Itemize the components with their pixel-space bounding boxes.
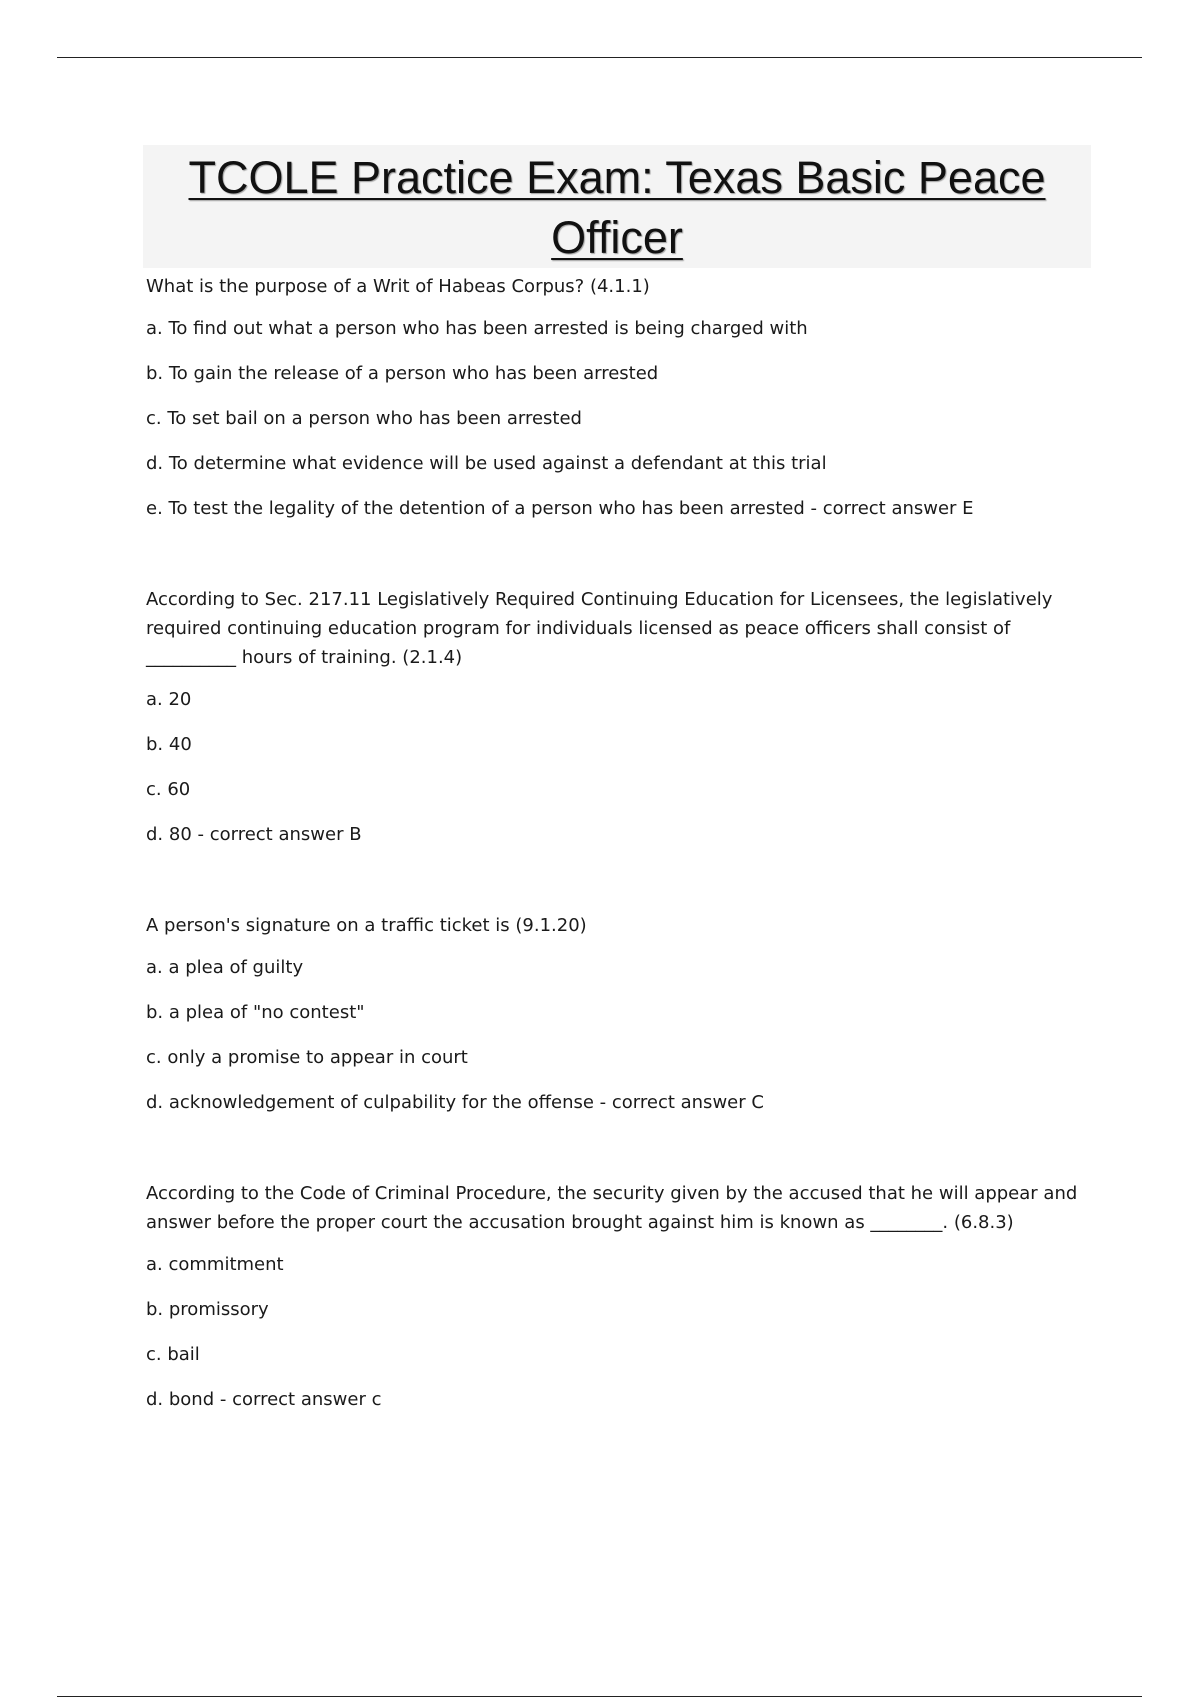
answer-option: c. bail	[146, 1344, 200, 1365]
answer-option: b. 40	[146, 734, 192, 755]
page-title: TCOLE Practice Exam: Texas Basic Peace Officer	[188, 152, 1046, 263]
answer-option: d. To determine what evidence will be used against a defendant at this trial	[146, 453, 827, 474]
question-block-3	[146, 907, 1096, 1133]
answer-option: b. To gain the release of a person who has been arrested	[146, 363, 659, 384]
answer-option: b. a plea of "no contest"	[146, 1002, 365, 1023]
question-prompt: What is the purpose of a Writ of Habeas Corpus? (4.1.1)	[146, 276, 650, 297]
spacer	[146, 865, 1096, 907]
bottom-rule	[57, 1696, 1142, 1697]
top-rule	[57, 57, 1142, 58]
answer-option: c. only a promise to appear in court	[146, 1047, 468, 1068]
question-block-4	[146, 1175, 1096, 1430]
question-block-2	[146, 581, 1096, 865]
answer-option: a. To find out what a person who has been arrested is being charged with	[146, 318, 808, 339]
answer-option: a. 20	[146, 689, 192, 710]
question-prompt: According to the Code of Criminal Procedure, the security given by the accused that he will appear and answer before the proper court the accusation brought against him is known as ________. (6.8.3)	[146, 1183, 1078, 1233]
answer-option: e. To test the legality of the detention of a person who has been arrested - correct answer E	[146, 498, 974, 519]
answer-option: d. bond - correct answer c	[146, 1389, 382, 1410]
answer-option: c. To set bail on a person who has been arrested	[146, 408, 582, 429]
question-prompt: A person's signature on a traffic ticket is (9.1.20)	[146, 915, 587, 936]
answer-option: d. 80 - correct answer B	[146, 824, 362, 845]
spacer	[146, 1133, 1096, 1175]
question-block-1	[146, 268, 1096, 539]
answer-option: a. a plea of guilty	[146, 957, 304, 978]
answer-option: d. acknowledgement of culpability for the offense - correct answer C	[146, 1092, 764, 1113]
answer-option: a. commitment	[146, 1254, 284, 1275]
question-prompt: According to Sec. 217.11 Legislatively Required Continuing Education for Licensees, the legislatively required continuing education program for individuals licensed as peace officers shall consist of __________ hours of training. (2.1.4)	[146, 589, 1053, 668]
spacer	[146, 539, 1096, 581]
answer-option: c. 60	[146, 779, 191, 800]
answer-option: b. promissory	[146, 1299, 269, 1320]
question-list	[146, 268, 1096, 1430]
